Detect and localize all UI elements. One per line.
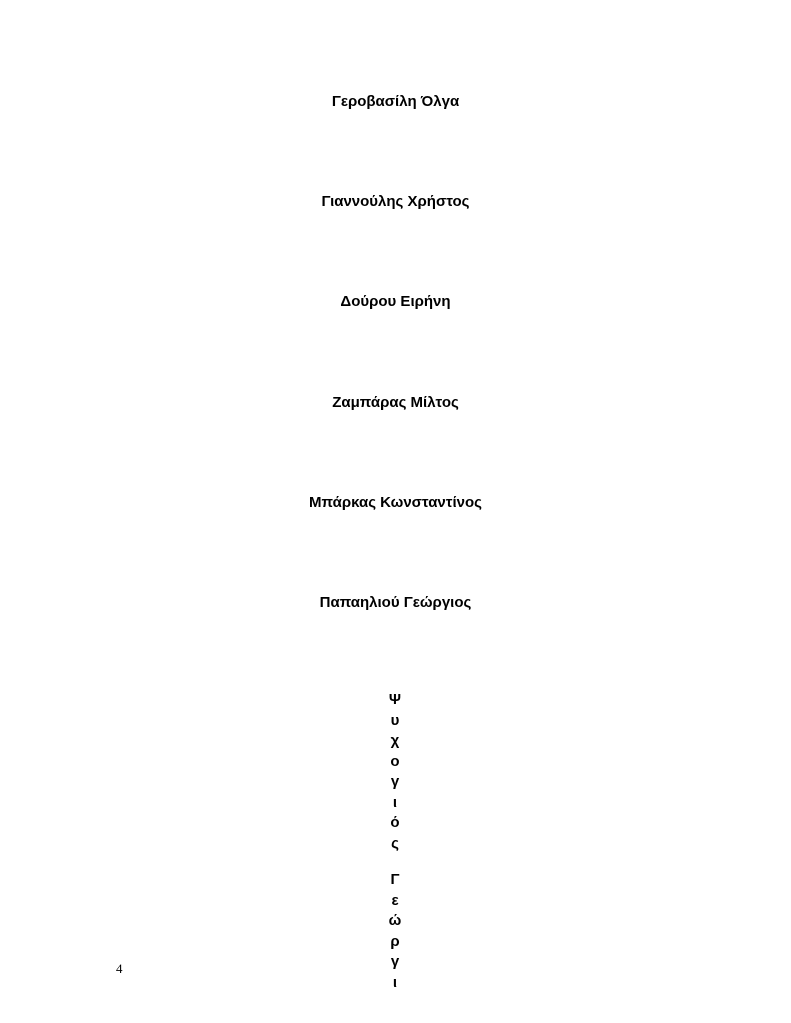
vertical-name (375, 690, 415, 993)
vertical-letter: χ (390, 732, 400, 749)
vertical-letter: ι (392, 793, 398, 811)
vertical-letter: γ (390, 953, 400, 970)
vertical-letter: ο (390, 752, 400, 770)
vertical-letter: γ (390, 773, 400, 790)
vertical-letter: ς (391, 834, 399, 852)
member-name: Παπαηλιού Γεώργιος (319, 594, 472, 611)
member-name: Γιαννούλης Χρήστος (321, 193, 470, 210)
word-gap (375, 854, 415, 870)
vertical-letter: ρ (390, 932, 400, 950)
member-name: Μπάρκας Κωνσταντίνος (309, 494, 482, 511)
vertical-letter: Γ (390, 871, 400, 888)
vertical-letter: ε (391, 891, 399, 909)
vertical-letter: υ (390, 711, 400, 729)
vertical-letter: ό (390, 814, 400, 831)
vertical-letter: ώ (388, 912, 402, 929)
vertical-letter: Ψ (388, 691, 402, 708)
vertical-letter: ι (392, 973, 398, 991)
member-name: Ζαμπάρας Μίλτος (332, 394, 459, 411)
member-name: Δούρου Ειρήνη (340, 293, 451, 310)
member-name: Γεροβασίλη Όλγα (331, 93, 460, 110)
page-number: 4 (116, 961, 123, 976)
